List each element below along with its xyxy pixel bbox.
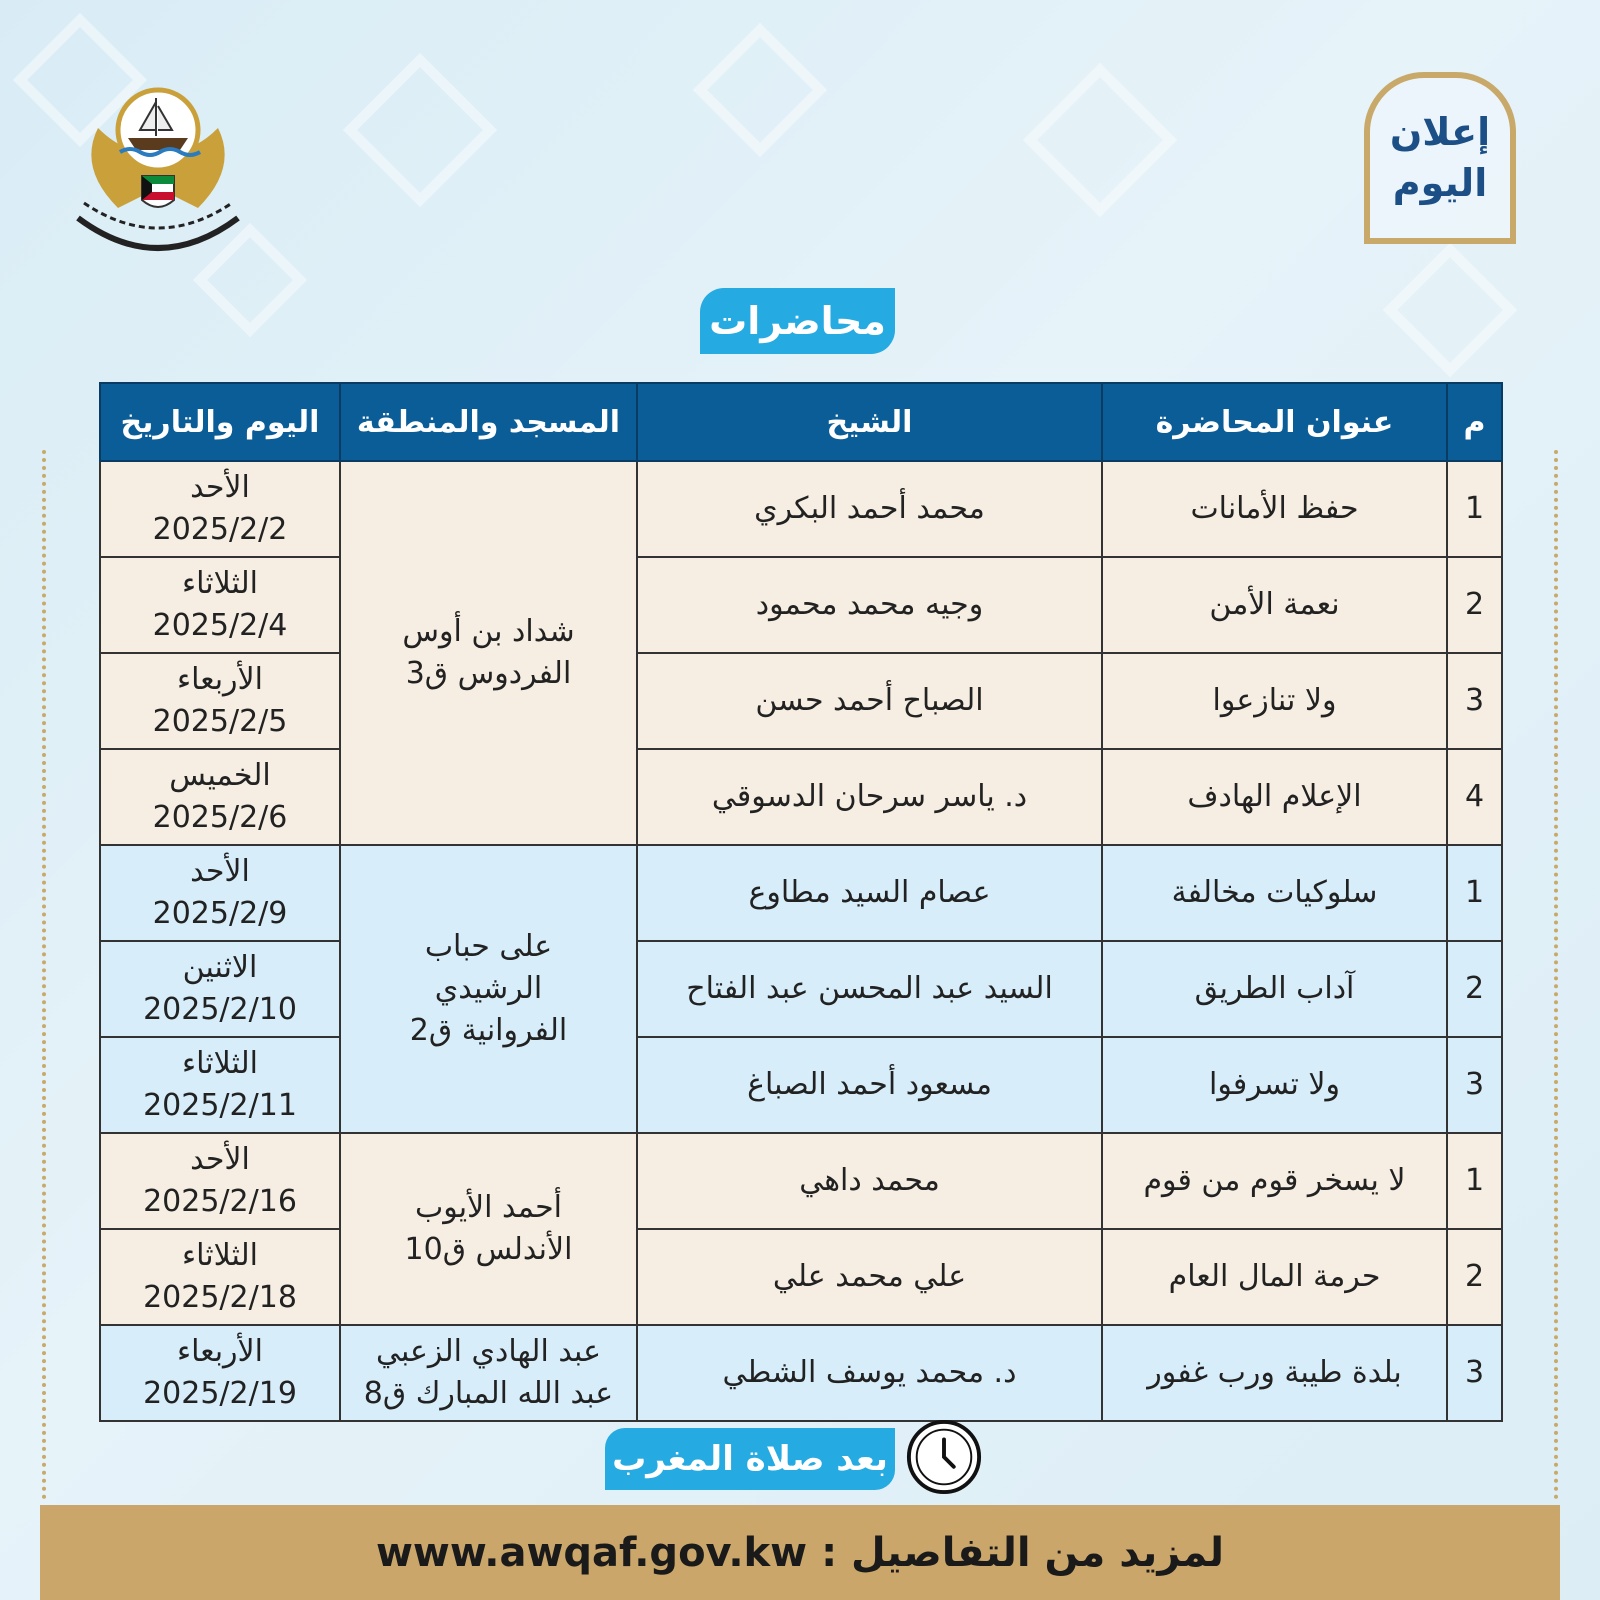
- cell-date: [100, 1229, 340, 1325]
- day-name: الأحد: [190, 854, 250, 889]
- date-value: 2025/2/16: [143, 1184, 297, 1219]
- clock-icon: [905, 1418, 983, 1496]
- table-row: [100, 557, 1502, 653]
- cell-num: 2: [1447, 557, 1502, 653]
- day-name: الثلاثاء: [181, 1046, 259, 1081]
- cell-title: حفظ الأمانات: [1102, 461, 1447, 557]
- badge-line1: إعلان: [1389, 109, 1491, 154]
- cell-mosque: [340, 845, 637, 1133]
- date-value: 2025/2/18: [143, 1280, 297, 1315]
- header-sheikh: الشيخ: [637, 383, 1102, 461]
- cell-num: 3: [1447, 653, 1502, 749]
- cell-title: بلدة طيبة ورب غفور: [1102, 1325, 1447, 1421]
- table-row: [100, 845, 1502, 941]
- cell-title: حرمة المال العام: [1102, 1229, 1447, 1325]
- badge-line2: اليوم: [1392, 161, 1488, 205]
- mosque-line: الفروانية ق2: [409, 1013, 568, 1048]
- day-name: الأربعاء: [176, 1334, 263, 1369]
- cell-title: الإعلام الهادف: [1102, 749, 1447, 845]
- cell-sheikh: د. محمد يوسف الشطي: [637, 1325, 1102, 1421]
- cell-mosque: [340, 1133, 637, 1325]
- dotted-border-left: [42, 450, 46, 1500]
- today-announcement-badge: [1364, 72, 1516, 244]
- cell-title: لا يسخر قوم من قوم: [1102, 1133, 1447, 1229]
- table-row: [100, 461, 1502, 557]
- cell-sheikh: عصام السيد مطاوع: [637, 845, 1102, 941]
- cell-title: نعمة الأمن: [1102, 557, 1447, 653]
- day-name: الأحد: [190, 1142, 250, 1177]
- table-row: [100, 653, 1502, 749]
- cell-date: [100, 749, 340, 845]
- mosque-line: الفردوس ق3: [405, 656, 572, 691]
- cell-sheikh: د. ياسر سرحان الدسوقي: [637, 749, 1102, 845]
- cell-sheikh: علي محمد علي: [637, 1229, 1102, 1325]
- cell-sheikh: الصباح أحمد حسن: [637, 653, 1102, 749]
- cell-title: ولا تسرفوا: [1102, 1037, 1447, 1133]
- footer-url[interactable]: www.awqaf.gov.kw: [375, 1529, 808, 1576]
- table-row: [100, 749, 1502, 845]
- date-value: 2025/2/19: [143, 1376, 297, 1411]
- day-name: الخميس: [169, 758, 271, 793]
- date-value: 2025/2/6: [152, 800, 288, 835]
- day-name: الأربعاء: [176, 662, 263, 697]
- table-row: [100, 941, 1502, 1037]
- cell-date: [100, 461, 340, 557]
- mosque-line: شداد بن أوس: [402, 614, 575, 649]
- date-value: 2025/2/2: [152, 512, 288, 547]
- table-row: [100, 1229, 1502, 1325]
- cell-date: [100, 1325, 340, 1421]
- date-value: 2025/2/4: [152, 608, 288, 643]
- cell-date: [100, 941, 340, 1037]
- mosque-line: أحمد الأيوب: [414, 1190, 563, 1225]
- date-value: 2025/2/5: [152, 704, 288, 739]
- mosque-line: الرشيدي: [434, 971, 543, 1006]
- cell-num: 1: [1447, 461, 1502, 557]
- cell-title: آداب الطريق: [1102, 941, 1447, 1037]
- cell-mosque: [340, 1325, 637, 1421]
- cell-num: 1: [1447, 845, 1502, 941]
- cell-num: 3: [1447, 1325, 1502, 1421]
- date-value: 2025/2/11: [143, 1088, 297, 1123]
- page-title: محاضرات: [700, 288, 895, 354]
- cell-title: ولا تنازعوا: [1102, 653, 1447, 749]
- cell-mosque: [340, 461, 637, 845]
- cell-sheikh: وجيه محمد محمود: [637, 557, 1102, 653]
- date-value: 2025/2/10: [143, 992, 297, 1027]
- cell-num: 1: [1447, 1133, 1502, 1229]
- footer-label: لمزيد من التفاصيل :: [821, 1529, 1225, 1576]
- day-name: الاثنين: [182, 950, 258, 985]
- time-note: بعد صلاة المغرب: [605, 1428, 895, 1490]
- table-row: [100, 1325, 1502, 1421]
- header-num: م: [1447, 383, 1502, 461]
- table-header-row: [100, 383, 1502, 461]
- day-name: الأحد: [190, 470, 250, 505]
- cell-sheikh: مسعود أحمد الصباغ: [637, 1037, 1102, 1133]
- cell-date: [100, 653, 340, 749]
- cell-num: 4: [1447, 749, 1502, 845]
- cell-sheikh: محمد داهي: [637, 1133, 1102, 1229]
- footer-bar: [40, 1505, 1560, 1600]
- cell-date: [100, 1133, 340, 1229]
- cell-date: [100, 1037, 340, 1133]
- mosque-line: على حباب: [424, 929, 553, 964]
- mosque-line: عبد الله المبارك ق8: [363, 1376, 614, 1411]
- table-row: [100, 1133, 1502, 1229]
- dotted-border-right: [1554, 450, 1558, 1500]
- header-mosque: المسجد والمنطقة: [340, 383, 637, 461]
- cell-sheikh: محمد أحمد البكري: [637, 461, 1102, 557]
- cell-num: 2: [1447, 1229, 1502, 1325]
- day-name: الثلاثاء: [181, 566, 259, 601]
- header-title: عنوان المحاضرة: [1102, 383, 1447, 461]
- lectures-table: [99, 382, 1503, 1422]
- date-value: 2025/2/9: [152, 896, 288, 931]
- table-row: [100, 1037, 1502, 1133]
- cell-sheikh: السيد عبد المحسن عبد الفتاح: [637, 941, 1102, 1037]
- mosque-line: الأندلس ق10: [404, 1232, 573, 1267]
- cell-num: 3: [1447, 1037, 1502, 1133]
- ministry-emblem-logo: [58, 68, 258, 268]
- cell-date: [100, 845, 340, 941]
- day-name: الثلاثاء: [181, 1238, 259, 1273]
- cell-title: سلوكيات مخالفة: [1102, 845, 1447, 941]
- mosque-line: عبد الهادي الزعبي: [375, 1334, 602, 1369]
- cell-date: [100, 557, 340, 653]
- cell-num: 2: [1447, 941, 1502, 1037]
- header-date: اليوم والتاريخ: [100, 383, 340, 461]
